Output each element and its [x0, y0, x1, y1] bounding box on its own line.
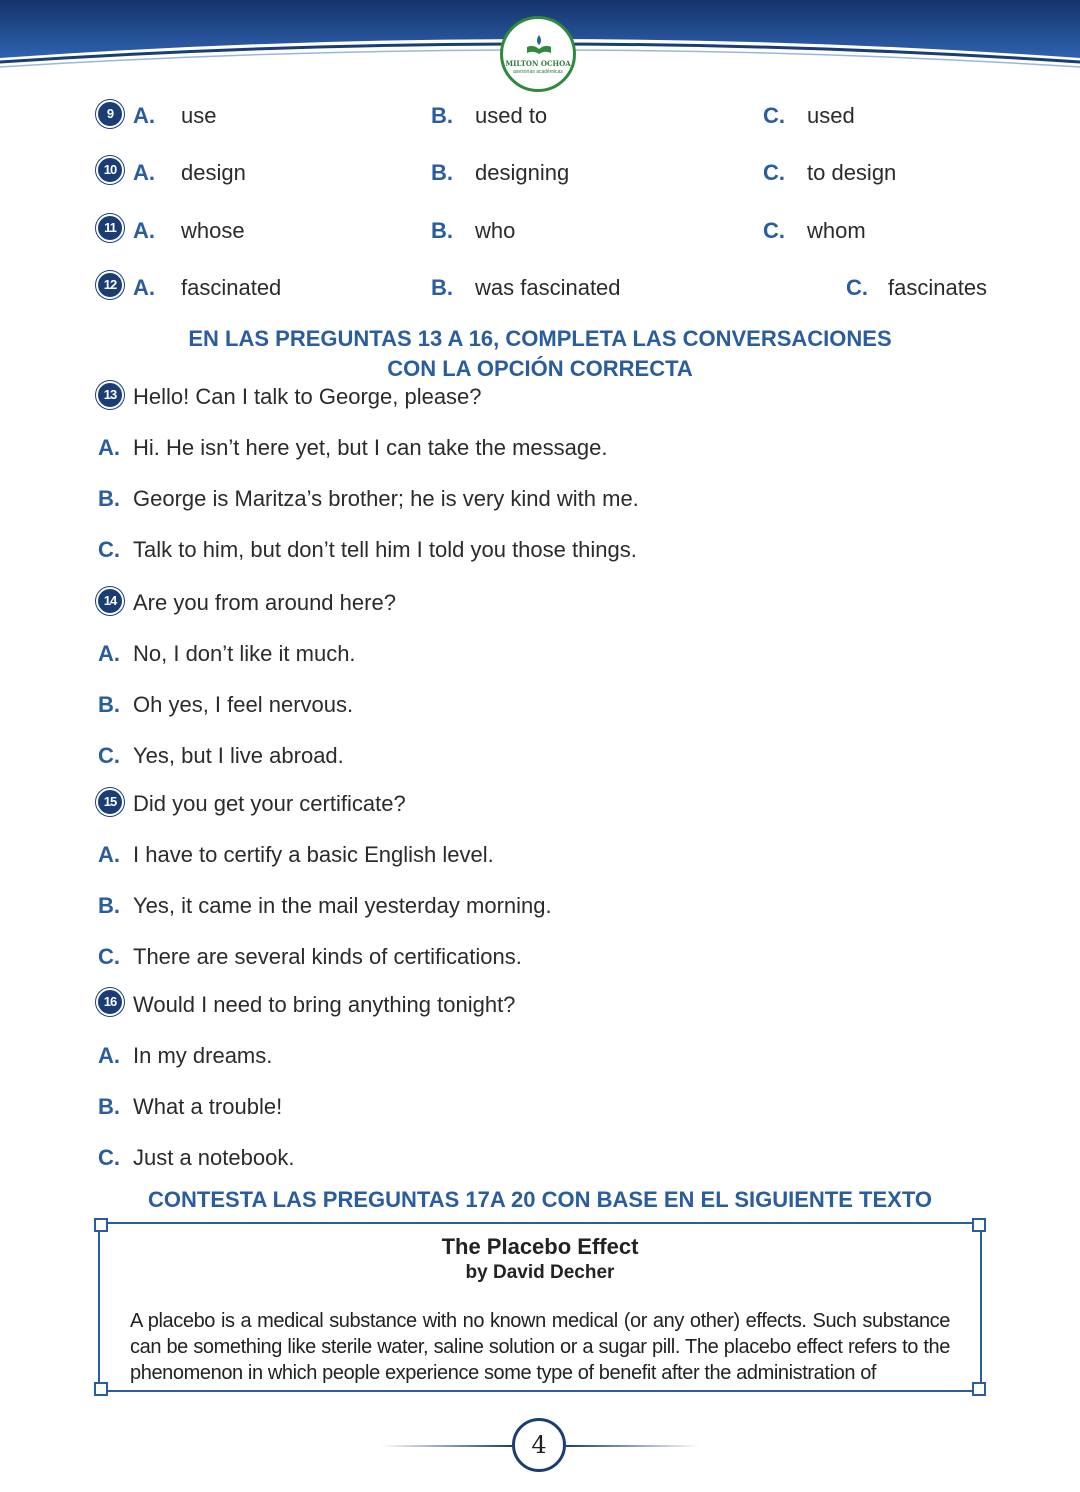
- option-letter-a: A.: [98, 641, 120, 666]
- question-number-badge: 10: [96, 156, 124, 184]
- question-number-badge: 9: [96, 100, 124, 128]
- question-number-badge: 14: [96, 587, 124, 615]
- q14-option-c: Yes, but I live abroad.: [133, 743, 344, 768]
- option-letter-a: A.: [133, 160, 155, 185]
- option-letter-b: B.: [98, 893, 120, 918]
- option-letter-c: C.: [846, 275, 868, 300]
- section-heading-reading: CONTESTA LAS PREGUNTAS 17A 20 CON BASE EN EL SIGUIENTE TEXTO: [148, 1187, 932, 1212]
- q13-stem: Hello! Can I talk to George, please?: [133, 384, 482, 409]
- option-letter-c: C.: [763, 103, 785, 128]
- option-letter-c: C.: [98, 1145, 120, 1170]
- q16-option-b: What a trouble!: [133, 1094, 283, 1119]
- section-heading-line1: EN LAS PREGUNTAS 13 A 16, COMPLETA LAS CONVERSACIONES: [188, 326, 892, 351]
- corner-ornament: [94, 1218, 108, 1232]
- q10-option-b: designing: [475, 160, 570, 185]
- reading-body: A placebo is a medical substance with no known medical (or any other) effects. Such substance can be something like sterile water, saline solution or a sugar pill. The placebo effect refers to the phenomenon in which people experience some type of benefit after the administration of: [130, 1310, 950, 1384]
- q15-option-c: There are several kinds of certifications.: [133, 944, 522, 969]
- q12-option-b: was fascinated: [475, 275, 621, 300]
- option-letter-b: B.: [431, 160, 453, 185]
- q15-option-b: Yes, it came in the mail yesterday morning.: [133, 893, 552, 918]
- q11-option-b: who: [475, 218, 516, 243]
- q16-option-c: Just a notebook.: [133, 1145, 295, 1170]
- option-letter-b: B.: [431, 103, 453, 128]
- reading-author: by David Decher: [465, 1262, 615, 1283]
- corner-ornament: [972, 1218, 986, 1232]
- option-letter-b: B.: [431, 275, 453, 300]
- footer-rule-right: [566, 1445, 700, 1447]
- q10-option-c: to design: [807, 160, 897, 185]
- option-letter-c: C.: [98, 537, 120, 562]
- option-letter-c: C.: [763, 160, 785, 185]
- page-number: 4: [512, 1418, 566, 1472]
- q11-option-c: whom: [807, 218, 866, 243]
- q13-option-a: Hi. He isn’t here yet, but I can take the message.: [133, 435, 608, 460]
- option-letter-c: C.: [98, 944, 120, 969]
- q12-option-a: fascinated: [181, 275, 282, 300]
- q10-option-a: design: [181, 160, 246, 185]
- q16-stem: Would I need to bring anything tonight?: [133, 992, 516, 1017]
- option-letter-a: A.: [133, 275, 155, 300]
- corner-ornament: [94, 1382, 108, 1396]
- logo-name: MILTON OCHOA: [505, 59, 571, 68]
- book-flame-icon: [525, 33, 553, 55]
- q13-option-b: George is Maritza’s brother; he is very kind with me.: [133, 486, 639, 511]
- q9-option-c: used: [807, 103, 855, 128]
- page-footer: [380, 1416, 700, 1476]
- q16-option-a: In my dreams.: [133, 1043, 273, 1068]
- question-number-badge: 12: [96, 271, 124, 299]
- q9-option-a: use: [181, 103, 217, 128]
- option-letter-a: A.: [98, 842, 120, 867]
- corner-ornament: [972, 1382, 986, 1396]
- q12-option-c: fascinates: [888, 275, 988, 300]
- q14-option-b: Oh yes, I feel nervous.: [133, 692, 354, 717]
- option-letter-a: A.: [98, 435, 120, 460]
- reading-text-box: [98, 1222, 982, 1392]
- option-letter-b: B.: [98, 1094, 120, 1119]
- option-letter-b: B.: [98, 486, 120, 511]
- option-letter-a: A.: [133, 218, 155, 243]
- logo-subtitle: asesorías académicas: [513, 69, 563, 75]
- footer-rule-left: [380, 1445, 512, 1447]
- option-letter-c: C.: [763, 218, 785, 243]
- page-header: [0, 0, 1080, 110]
- logo: [500, 16, 576, 92]
- q9-option-b: used to: [475, 103, 548, 128]
- question-number-badge: 11: [96, 214, 124, 242]
- section-heading-line2: CON LA OPCIÓN CORRECTA: [387, 356, 693, 381]
- option-letter-b: B.: [431, 218, 453, 243]
- option-letter-c: C.: [98, 743, 120, 768]
- option-letter-a: A.: [133, 103, 155, 128]
- q15-stem: Did you get your certificate?: [133, 791, 406, 816]
- q11-option-a: whose: [181, 218, 245, 243]
- question-number-badge: 16: [96, 988, 124, 1016]
- q14-option-a: No, I don’t like it much.: [133, 641, 356, 666]
- question-number-badge: 15: [96, 788, 124, 816]
- reading-title: The Placebo Effect: [441, 1234, 639, 1259]
- q14-stem: Are you from around here?: [133, 590, 396, 615]
- option-letter-b: B.: [98, 692, 120, 717]
- q15-option-a: I have to certify a basic English level.: [133, 842, 494, 867]
- question-number-badge: 13: [96, 381, 124, 409]
- option-letter-a: A.: [98, 1043, 120, 1068]
- q13-option-c: Talk to him, but don’t tell him I told you those things.: [133, 537, 637, 562]
